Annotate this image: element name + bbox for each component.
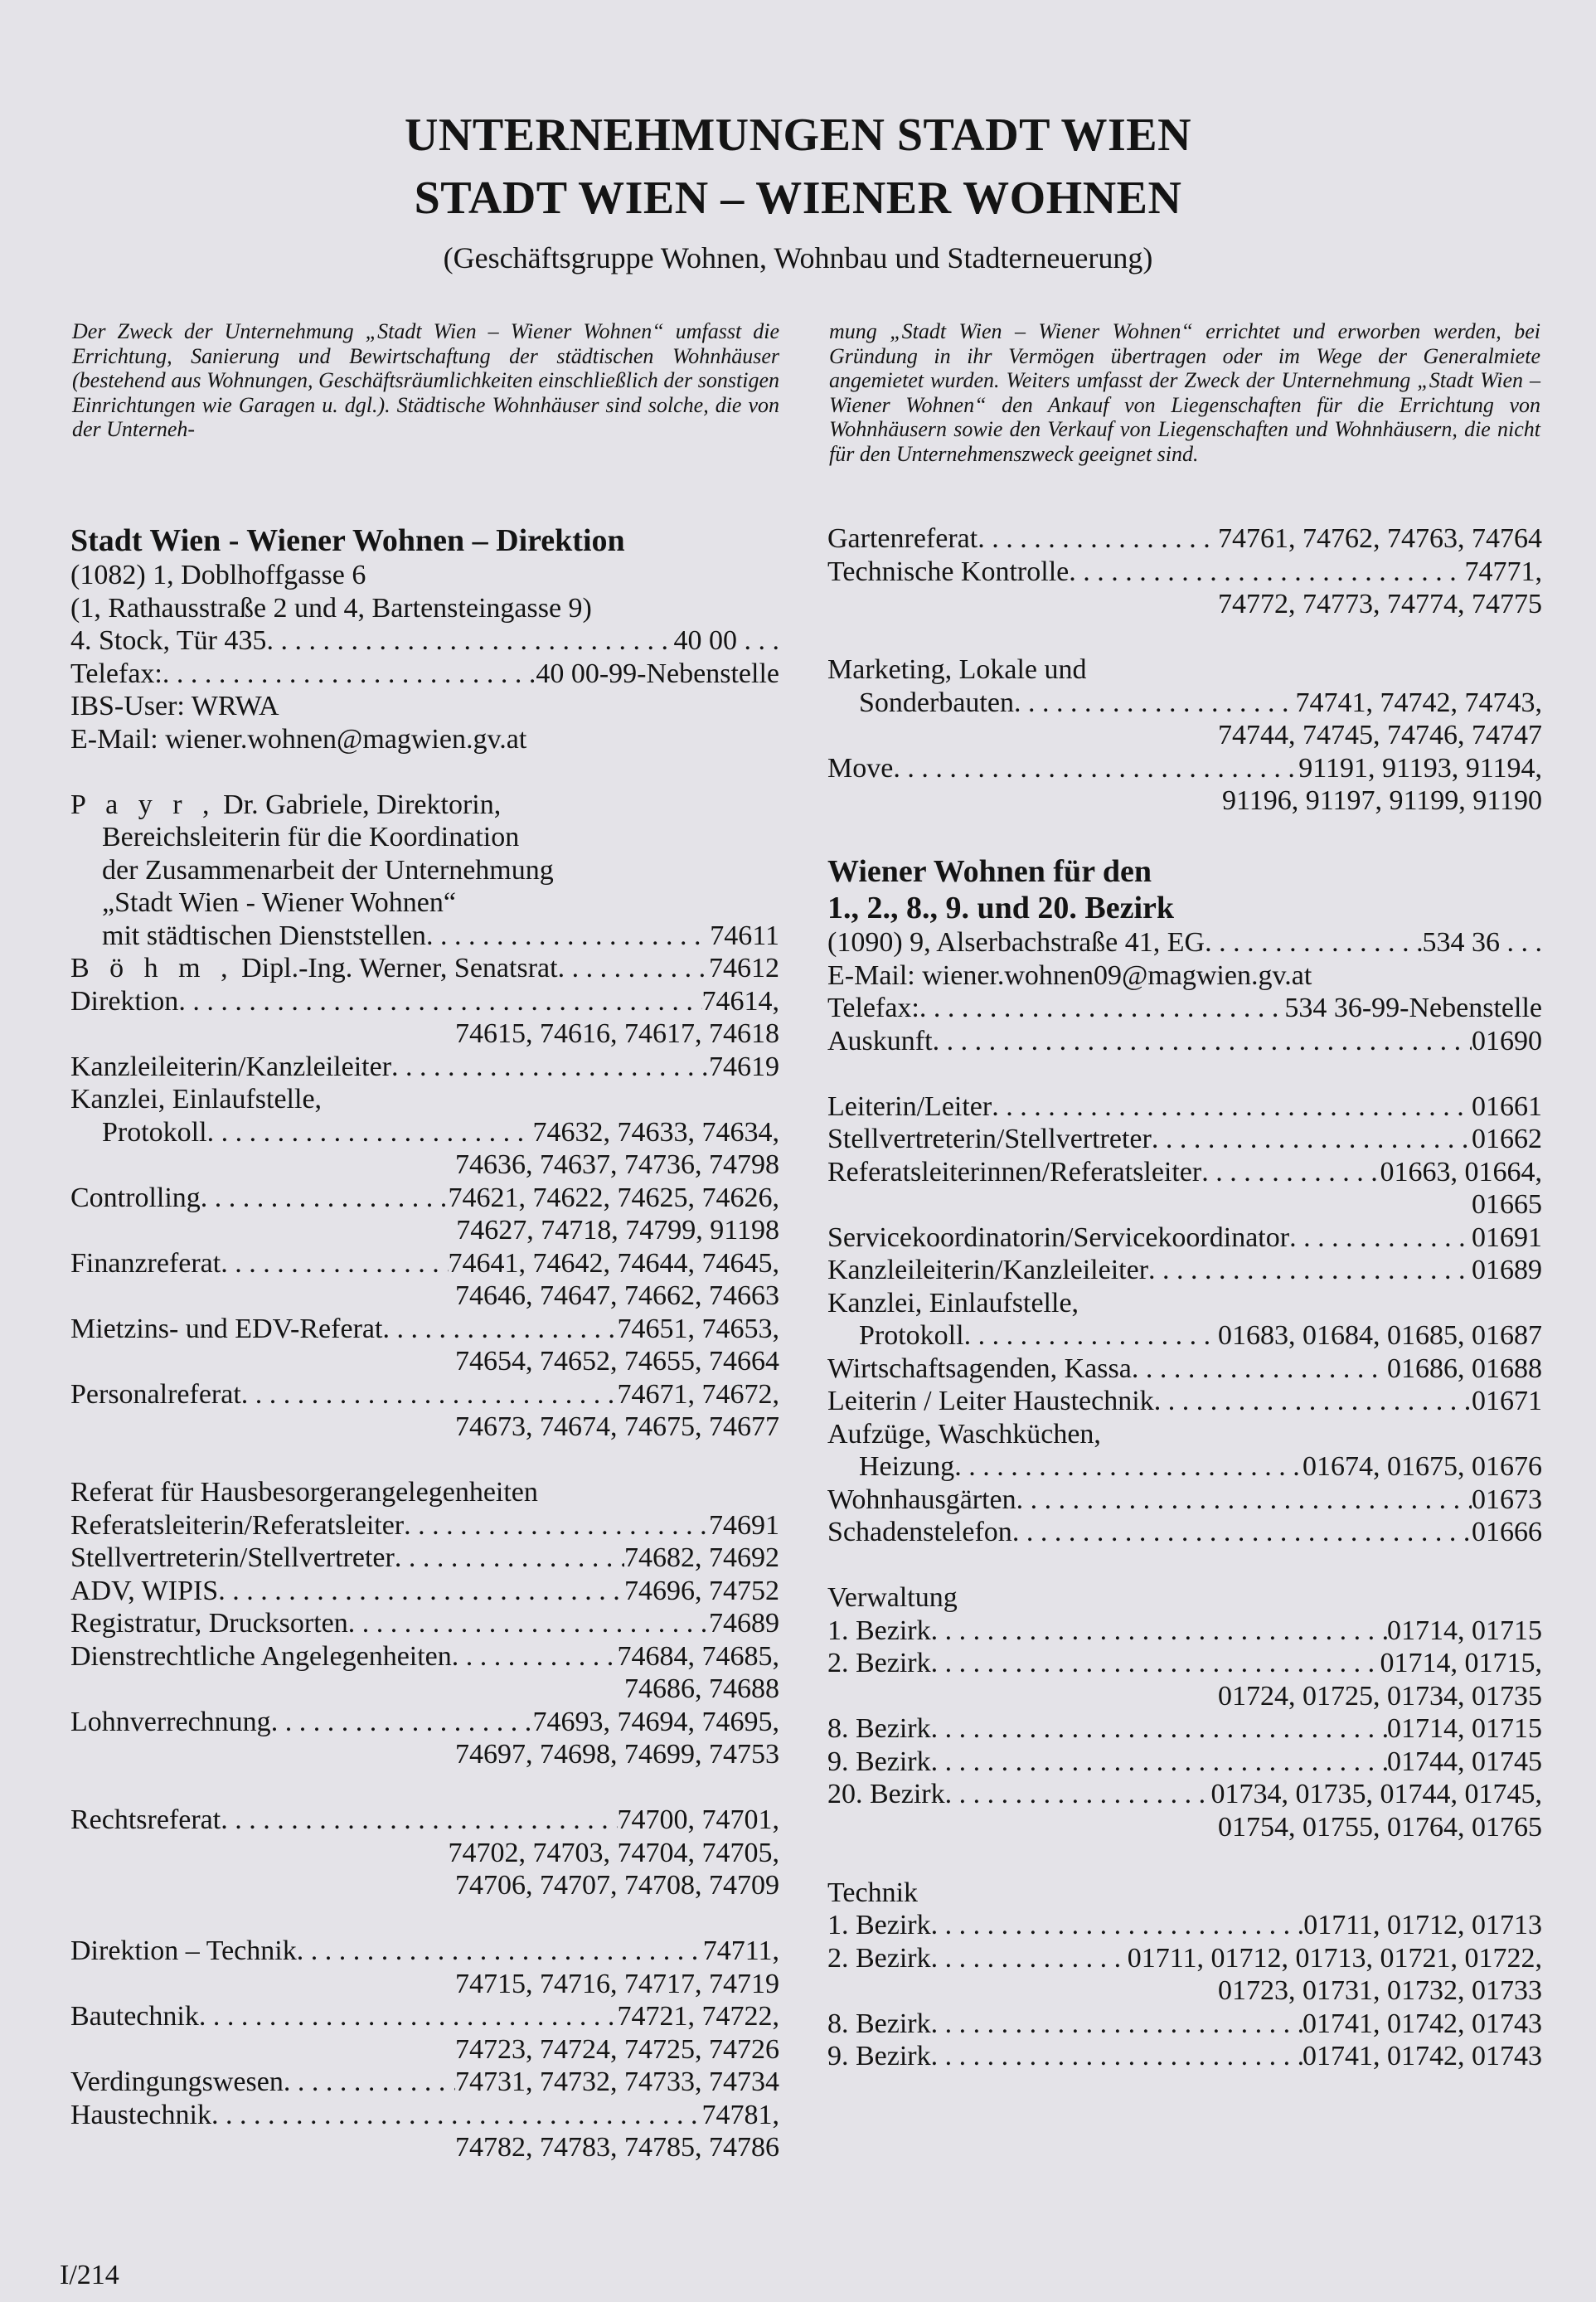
entry-sonderbauten: Sonderbauten . . . 74741, 74742, 74743, [827, 687, 1542, 720]
page-header [0, 104, 1596, 278]
ibs-user: IBS-User: WRWA [70, 691, 279, 721]
entry-stock: 4. Stock, Tür 435 . . . 40 00 . . . [70, 624, 779, 658]
entry-wohnhausgaerten: Wohnhausgärten . . . 01673 [827, 1484, 1542, 1517]
subsection-technik: Technik [827, 1877, 919, 1908]
page-number: I/214 [60, 2260, 119, 2290]
right-column [827, 522, 1542, 2073]
entry-marketing: Marketing, Lokale und [827, 654, 1087, 685]
entry-personalreferat: Personalreferat . . . 74671, 74672, [70, 1378, 779, 1411]
entry-continuation: 74673, 74674, 74675, 74677 [455, 1411, 779, 1442]
entry-auskunft: Auskunft . . . 01690 [827, 1025, 1542, 1058]
entry-payr-number: mit städtischen Dienststellen . . . 74611 [70, 920, 779, 953]
intro-text-right: mung „Stadt Wien – Wiener Wohnen“ errichtet und erworben werden, bei Gründung in ihr Vermögen übertragen oder im Wege der Generalmiete angemietet wurden. Weiters umfasst der Zweck der Unternehmung „Stadt Wien – Wiener Wohnen“ den Ankauf von Liegenschaften für die Errichtung von Wohnhäusern sowie den Verkauf von Liegenschaften und Wohnhäusern, die nicht für den Unternehmenszweck geeignet sind. [829, 319, 1540, 466]
entry-schadenstelefon: Schadenstelefon . . . 01666 [827, 1516, 1542, 1549]
left-column [70, 522, 779, 2164]
entry-continuation: 74654, 74652, 74655, 74664 [455, 1346, 779, 1377]
subsection-verwaltung: Verwaltung [827, 1582, 958, 1613]
payr-detail: der Zusammenarbeit der Unternehmung [102, 854, 554, 886]
entry-stellvertreter: Stellvertreterin/Stellvertreter . . . 01662 [827, 1123, 1542, 1156]
entry-wirtschaftsagenden: Wirtschaftsagenden, Kassa . . . 01686, 01688 [827, 1353, 1542, 1386]
entry-stellvertreter: Stellvertreterin/Stellvertreter . . . 74682, 74692 [70, 1542, 779, 1575]
entry-technische-kontrolle: Technische Kontrolle . . . 74771, [827, 556, 1542, 589]
entry-boehm: B ö h m , Dipl.-Ing. Werner, Senatsrat . . . 74612 [70, 952, 779, 985]
subsection-hausbesorger: Referat für Hausbesorgerangelegenheiten [70, 1477, 538, 1508]
entry-kanzlei: Kanzlei, Einlaufstelle, [70, 1084, 323, 1115]
entry-haustechnik: Haustechnik . . . 74781, [70, 2099, 779, 2132]
entry-verwaltung-9: 9. Bezirk . . . 01744, 01745 [827, 1746, 1542, 1779]
entry-continuation: 74782, 74783, 74785, 74786 [455, 2132, 779, 2163]
entry-kanzleileiterin: Kanzleileiterin/Kanzleileiter . . . 01689 [827, 1254, 1542, 1287]
entry-direktion: Direktion . . . 74614, [70, 985, 779, 1018]
entry-continuation: 74744, 74745, 74746, 74747 [1218, 720, 1542, 750]
email-line: E-Mail: wiener.wohnen@magwien.gv.at [70, 723, 527, 755]
page-title-line1: UNTERNEHMUNGEN STADT WIEN [404, 109, 1192, 161]
page-subtitle: (Geschäftsgruppe Wohnen, Wohnbau und Stadterneuerung) [443, 241, 1153, 274]
entry-telefax: Telefax: . . . 534 36-99-Nebenstelle [827, 992, 1542, 1025]
page-title-line2: STADT WIEN – WIENER WOHNEN [414, 172, 1182, 224]
entry-leiterin: Leiterin/Leiter . . . 01661 [827, 1090, 1542, 1124]
entry-aufzuege: Aufzüge, Waschküchen, [827, 1418, 1101, 1450]
payr-detail: Bereichsleiterin für die Koordination [102, 822, 520, 852]
entry-technik-1: 1. Bezirk . . . 01711, 01712, 01713 [827, 1909, 1542, 1942]
entry-verwaltung-2: 2. Bezirk . . . 01714, 01715, [827, 1647, 1542, 1680]
entry-referatsleiter: Referatsleiterinnen/Referatsleiter . . . 01663, 01664, [827, 1156, 1542, 1189]
entry-bautechnik: Bautechnik . . . 74721, 74722, [70, 2000, 779, 2033]
entry-kanzleileiterin: Kanzleileiterin/Kanzleileiter . . . 74619 [70, 1051, 779, 1084]
entry-finanzreferat: Finanzreferat . . . 74641, 74642, 74644, 74645, [70, 1247, 779, 1280]
entry-move: Move . . . 91191, 91193, 91194, [827, 752, 1542, 785]
entry-continuation: 01724, 01725, 01734, 01735 [1218, 1680, 1542, 1712]
entry-continuation: 74627, 74718, 74799, 91198 [456, 1215, 779, 1246]
entry-registratur: Registratur, Drucksorten . . . 74689 [70, 1607, 779, 1640]
entry-lohnverrechnung: Lohnverrechnung . . . 74693, 74694, 74695, [70, 1706, 779, 1739]
entry-continuation: 74636, 74637, 74736, 74798 [455, 1149, 779, 1180]
entry-continuation: 74772, 74773, 74774, 74775 [1218, 589, 1542, 619]
entry-continuation: 74723, 74724, 74725, 74726 [455, 2033, 779, 2065]
address-line: (1, Rathausstraße 2 und 4, Bartensteingasse 9) [70, 592, 592, 624]
entry-continuation: 01665 [1472, 1189, 1542, 1220]
entry-controlling: Controlling . . . 74621, 74622, 74625, 74626, [70, 1182, 779, 1215]
entry-verwaltung-20: 20. Bezirk . . . 01734, 01735, 01744, 01745, [827, 1778, 1542, 1811]
entry-payr: P a y r , Dr. Gabriele, Direktorin, [70, 789, 502, 820]
entry-rechtsreferat: Rechtsreferat . . . 74700, 74701, [70, 1804, 779, 1837]
intro-text-left: Der Zweck der Unternehmung „Stadt Wien – Wiener Wohnen“ umfasst die Errichtung, Sanierung und Bewirtschaftung der städtischen Wohnhäuser (bestehend aus Wohnungen, Geschäftsräumlichkeiten einschließlich der sonstigen Einrichtungen wie Garagen u. dgl.). Städtische Wohnhäuser sind solche, die von der Unterneh- [72, 319, 779, 441]
payr-detail: „Stadt Wien - Wiener Wohnen“ [102, 887, 456, 918]
entry-continuation: 74697, 74698, 74699, 74753 [455, 1739, 779, 1770]
entry-protokoll: Protokoll . . . 74632, 74633, 74634, [70, 1116, 779, 1149]
entry-continuation: 74686, 74688 [624, 1673, 779, 1704]
entry-verwaltung-8: 8. Bezirk . . . 01714, 01715 [827, 1712, 1542, 1746]
entry-continuation: 01754, 01755, 01764, 01765 [1218, 1811, 1542, 1843]
entry-kanzlei: Kanzlei, Einlaufstelle, [827, 1287, 1079, 1319]
entry-servicekoordinator: Servicekoordinatorin/Servicekoordinator . . . 01691 [827, 1221, 1542, 1255]
entry-verdingungswesen: Verdingungswesen . . . 74731, 74732, 74733, 74734 [70, 2066, 779, 2099]
entry-telefax: Telefax: . . . 40 00-99-Nebenstelle [70, 658, 779, 691]
entry-heizung: Heizung . . . 01674, 01675, 01676 [827, 1450, 1542, 1484]
entry-protokoll: Protokoll . . . 01683, 01684, 01685, 01687 [827, 1319, 1542, 1353]
entry-continuation: 01723, 01731, 01732, 01733 [1218, 1975, 1542, 2006]
entry-continuation: 74646, 74647, 74662, 74663 [455, 1280, 779, 1311]
entry-verwaltung-1: 1. Bezirk . . . 01714, 01715 [827, 1615, 1542, 1648]
entry-address: (1090) 9, Alserbachstraße 41, EG . . . 534 36 . . . [827, 926, 1542, 959]
section-heading-direktion: Stadt Wien - Wiener Wohnen – Direktion [70, 523, 625, 558]
section-heading-bezirk: Wiener Wohnen für den [827, 854, 1152, 889]
entry-mietzins: Mietzins- und EDV-Referat . . . 74651, 74653, [70, 1313, 779, 1346]
entry-gartenreferat: Gartenreferat . . . 74761, 74762, 74763, 74764 [827, 522, 1542, 556]
entry-adv: ADV, WIPIS . . . 74696, 74752 [70, 1575, 779, 1608]
entry-continuation: 74615, 74616, 74617, 74618 [455, 1018, 779, 1049]
entry-haustechnik-leiter: Leiterin / Leiter Haustechnik . . . 01671 [827, 1385, 1542, 1418]
section-heading-bezirk-line2: 1., 2., 8., 9. und 20. Bezirk [827, 891, 1175, 925]
entry-dienstrecht: Dienstrechtliche Angelegenheiten . . . 74684, 74685, [70, 1640, 779, 1673]
entry-direktion-technik: Direktion – Technik . . . 74711, [70, 1935, 779, 1968]
entry-continuation: 91196, 91197, 91199, 91190 [1222, 785, 1542, 816]
entry-continuation: 74715, 74716, 74717, 74719 [455, 1968, 779, 1999]
entry-continuation: 74702, 74703, 74704, 74705, [448, 1837, 779, 1868]
entry-technik-2: 2. Bezirk . . . 01711, 01712, 01713, 01721, 01722, [827, 1942, 1542, 1975]
entry-technik-8: 8. Bezirk . . . 01741, 01742, 01743 [827, 2008, 1542, 2041]
entry-continuation: 74706, 74707, 74708, 74709 [455, 1870, 779, 1901]
entry-technik-9: 9. Bezirk . . . 01741, 01742, 01743 [827, 2040, 1542, 2073]
email-line: E-Mail: wiener.wohnen09@magwien.gv.at [827, 959, 1312, 991]
address-line: (1082) 1, Doblhoffgasse 6 [70, 560, 366, 590]
entry-referatsleiter: Referatsleiterin/Referatsleiter . . . 74691 [70, 1509, 779, 1542]
